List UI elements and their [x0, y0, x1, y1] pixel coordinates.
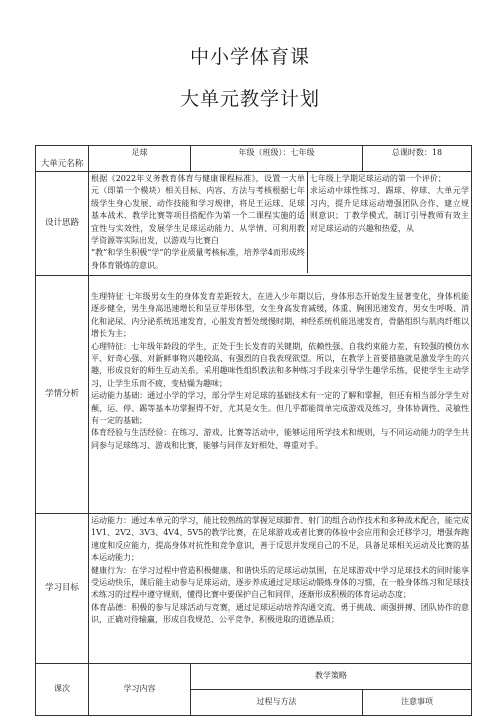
total-hours-value: 总课时数：18	[363, 146, 472, 172]
analysis-paragraph: 生理特征 七年级男女生的身体发育差距较大，在进入少年期以后，身体形态开始发生显著变化，身体机能逐步健全，男生身高迅速增长和呈豆芽形体型，女生身高发育减缓，体重、胸围迅速发育，男女生呼吸、消化和泌尿、内分泌系统迅速发育，心脏发育暂处缓慢时期，神经系统机能迅速发育，骨骼组织与肌肉纤维以增长为主；	[91, 292, 469, 339]
design-paragraph: “教”和学生积极“学”的学业质量考核标准，培养学4而形成终身体育锻炼的意识。	[91, 248, 305, 270]
objective-paragraph: 健康行为：在学习过程中营造积极健康、和谐快乐的足球运动氛围，在足球游戏中学习足球技术的同时能享受运动快乐，课后能主动参与足球运动，逐步养成通过足球运动锻炼身体的习惯，在一般身体练习和足球技术练习的过程中遵守规则，懂得比赛中要保护自己和同伴，逐渐形成积极的体育运动态度；	[91, 565, 469, 600]
design-paragraph: 求运动中球性练习、踢球、停球、大单元学习内，提升足球运动增强团队合作、建立规则意识；丁教学模式，制订引导教师有效主对足球运动的兴趣和热爱，从	[309, 186, 469, 233]
analysis-paragraph: 心理特征：七年级年龄段的学生，正处于生长发育的关键期，依赖性强、自我约束能力差、有较强的模仿水平、好奇心强、对新鲜事物兴趣较高、有强烈的自我表现欲望。所以，在教学上首要措施就是激发学生的兴趣，形成良好的师生互动关系，采用趣味性组织教法和多种练习手段来引导学生趣学乐练，促使学生主动学习，让学生乐而不疲，变枯燥为趣味；	[91, 341, 469, 388]
objective-paragraph: 运动能力：通过本单元的学习，能比较熟练的掌握足球脚背、射门的组合动作技术和多种战术配合，能完成1V1、2V2、3V3、4V4、5V5的教学比赛，在足球游戏或者比赛的体验中会应用和会迁移学习，增强奔跑速度和反应能力，提高身体对抗性和竞争意识，善于反思并发现自己的不足，具备足球相关运动及比赛的基本运动能力；	[91, 516, 469, 563]
objective-paragraph: 体育品德：积极的参与足球活动与竞赛，通过足球运动培养沟通交流、勇于挑战、顽强拼搏、团队协作的意识，正确对待输赢，形成自我规范、公平竞争、积极进取的道德品质；	[91, 602, 469, 625]
analysis-label: 学情分析	[36, 276, 89, 514]
unit-name-row	[36, 146, 472, 172]
page-title: 中小学体育课	[189, 46, 310, 68]
design-content	[89, 172, 472, 276]
design-paragraph: 根据《2022年义务教育体育与健康课程标准》，设置一大单元（即第一个模块）相关目标、内容、方法与考核根据七年级学生身心发展、动作技能和学习规律，将足王运球、足球基本战术、教学比赛等项目搭配作为第一个二课程实施的适宜性与实效性，发展学生足球运动能力、从学情、可利用教学资源等实际出发，以游戏与比赛白	[91, 174, 305, 246]
objectives-label: 学习目标	[36, 514, 89, 664]
content-header: 学习内容	[89, 664, 191, 716]
grade-value: 年级（班级）：七年级	[191, 146, 363, 172]
unit-name-label: 大单元名称	[36, 146, 89, 172]
objectives-content	[89, 514, 472, 664]
plan-table	[35, 145, 472, 716]
strategy-header-row	[36, 664, 472, 690]
objectives-row	[36, 514, 472, 664]
unit-name-value: 足球	[89, 146, 191, 172]
design-paragraph: 七年级上学期足球运动的第一个评价；	[309, 174, 446, 183]
notes-header: 注意事项	[363, 690, 472, 716]
page-subtitle: 大单元教学计划	[179, 88, 320, 110]
process-header: 过程与方法	[191, 690, 363, 716]
design-label: 设计思路	[36, 172, 89, 276]
analysis-row	[36, 276, 472, 514]
strategy-header: 教学策略	[191, 664, 472, 690]
analysis-paragraph: 运动能力基础：通过小学的学习，部分学生对足球的基础技术有一定的了解和掌握，但还有相当部分学生对颠、运、停、踢等基本功掌握得不好，尤其是女生。但几乎都能简单完成游戏及练习，身体协调性、灵敏性有一定的基础；	[91, 391, 469, 426]
lesson-header: 课次	[36, 664, 89, 716]
design-row	[36, 172, 472, 276]
analysis-paragraph: 体育经验与生活经验：在练习、游戏、比赛等活动中，能够运用所学技术和规则，与不同运动能力的学生共同参与足球练习、游戏和比赛，能够与同伴友好相处、尊重对手。	[91, 428, 469, 450]
analysis-content	[89, 276, 472, 514]
